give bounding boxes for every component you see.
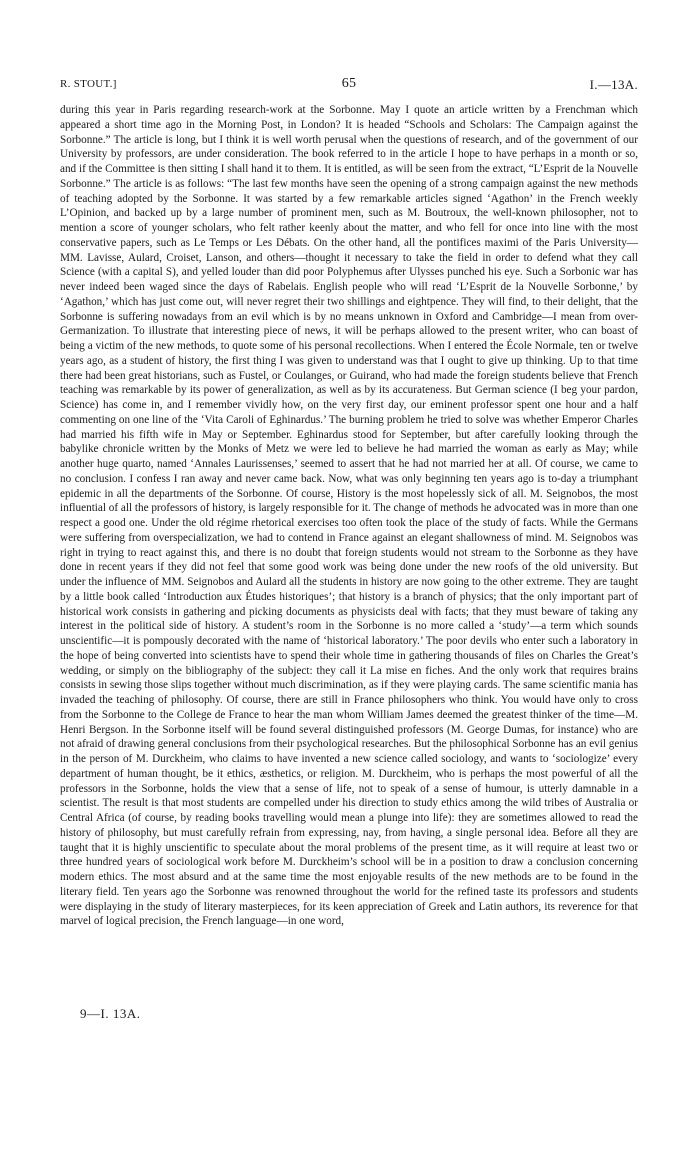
body-paragraph: during this year in Paris regarding research-work at the Sorbonne. May I quote an article written by a Frenchman which appeared a short time ago in the Morning Post, in London? It is headed “Schools and Scholars: The Campaign against the Sorbonne.” The article is long, but I think it is well worth perusal when the questions of research, and of the government of our University by professors, are under consideration. The book referred to in the article I hope to have perhaps in a month or so, and if the Committee is then sitting I shall hand it to them. It is entitled, as will be seen from the extract, “L’Esprit de la Nouvelle Sorbonne.” The article is as follows: “The last few months have seen the opening of a strong campaign against the new methods of teaching adopted by the Sorbonne. It was started by a few remarkable articles signed ‘Agathon’ in the French weekly L’Opinion, and backed up by a large number of prominent men, such as M. Boutroux, the well-known philosopher, not to mention a score of younger scholars, who felt rather keenly about the matter, and who fell for once into line with the most conservative papers, such as Le Temps or Les Débats. On the other hand, all the pontifices maximi of the Paris University—MM. Lavisse, Aulard, Croiset, Lanson, and others—thought it necessary to take the field in order to defend what they call Science (with a capital S), and yelled louder than did poor Polyphemus after Ulysses punched his eye. Such a Sorbonic war has never indeed been waged since the days of Rabelais. English people who will read ‘L’Esprit de la Nouvelle Sorbonne,’ by ‘Agathon,’ which has just come out, will never regret their two shillings and eightpence. They will find, to their delight, that the Sorbonne is suffering nowadays from an evil which is by no means unknown in Oxford and Cambridge—I mean from over-Germanization. To illustrate that interesting piece of news, it will be perhaps allowed to the present writer, who can boast of being a victim of the new methods, to quote some of his personal recollections. When I entered the École Normale, ten or twelve years ago, as a student of history, the first thing I was given to understand was that I ought to give up thinking. Up to that time there had been great historians, such as Fustel, or Coulanges, or Guirand, who had made the foreign students believe that French teaching was remarkable by its power of generalization, as well as by its accurateness. But German science (I beg your pardon, Science) has come in, and I remember vividly how, on the very first day, our eminent professor spent one hour and a half commenting on one line of the ‘Vita Caroli of Eghinardus.’ The burning problem he tried to solve was whether Emperor Charles had married his fifth wife in May or September. Eghinardus stood for September, but after carefully looking through the babylike chronicle written by the Monks of Metz we were led to believe he had married the woman as early as May; while another huge quarto, named ‘Annales Laurissenses,’ seemed to assert that he had not married her at all. Of course, we came to no conclusion. I confess I ran away and never came back. Now, what was only beginning ten years ago is to-day a triumphant epidemic in all the departments of the Sorbonne. Of course, History is the most hopelessly sick of all. M. Seignobos, the most influential of all the professors of history, is largely responsible for it. The change of methods he advocated was in more than one respect a good one. Under the old régime rhetorical exercises too often took the place of the study of facts. While the Germans were suffering from overspecialization, we had to contend in France against an elegant shallowness of mind. M. Seignobos was right in trying to react against this, and there is no doubt that foreign students would not stream to the Sorbonne as they have done in recent years if they did not feel that some good work was being done under the new roofs of the old university. But under the influence of MM. Seignobos and Aulard all the students in history are now going to the other extreme. They are taught by a little book called ‘Introduction aux Études historiques’; that history is a branch of physics; that the only important part of historical work consists in gathering and picking documents as physicists deal with facts; that they must beware of taking any interest in the political side of history. A student’s room in the Sorbonne is no more called a ‘study’—a term which sounds unscientific—it is pompously decorated with the name of ‘historical laboratory.’ The poor devils who enter such a laboratory in the hope of being converted into scientists have to spend their whole time in gathering thousands of files on Charles the Great’s wedding, or simply on the bibliography of the subject: they call it La mise en fiches. And the only work that requires brains consists in sewing those slips together without much discrimination, as if they were playing cards. The same scientific mania has invaded the teaching of philosophy. Of course, there are still in France philosophers who think. You would have only to cross from the Sorbonne to the College de France to hear the man whom William James deemed the greatest thinker of the time—M. Henri Bergson. In the Sorbonne itself will be found several distinguished professors (M. George Dumas, for instance) who are not afraid of drawing general conclusions from their psychological researches. But the philosophical Sorbonne has an evil genius in the person of M. Durckheim, who claims to have invented a new science called sociology, and wants to ‘sociologize’ every department of human thought, be it ethics, æsthetics, or religion. M. Durckheim, who is perhaps the most powerful of all the professors in the Sorbonne, holds the view that a sense of life, not to speak of a sense of humour, is utterly damnable in a scientist. The result is that most students are compelled under his direction to study ethics among the wild tribes of Australia or Central Africa (of course, by reading books travelling would mean a plunge into life): they are sometimes allowed to read the history of philosophy, but must carefully refrain from expressing, nay, from having, a single personal idea. Before all they are taught that it is highly unscientific to speculate about the moral problems of the present time, as it will require at least two or three hundred years of sociological work before M. Durckheim’s school will be in a position to draw a conclusion concerning modern ethics. The most absurd and at the same time the most enjoyable results of the new methods are to be found in the literary field. Ten years ago the Sorbonne was renowned throughout the world for the refined taste its professors and students were displaying in the study of literary masterpieces, for its keen appreciation of Greek and Latin authors, its reverence for that marvel of logical precision, the French language—in one word, <box>60 104 638 928</box>
page-header <box>60 76 638 98</box>
body-text <box>60 103 638 929</box>
document-reference: I.—13A. <box>589 77 638 92</box>
signature-mark: 9—I. 13A. <box>80 1006 141 1021</box>
page-number: 65 <box>341 76 357 91</box>
running-head-author: R. STOUT.] <box>60 78 117 90</box>
